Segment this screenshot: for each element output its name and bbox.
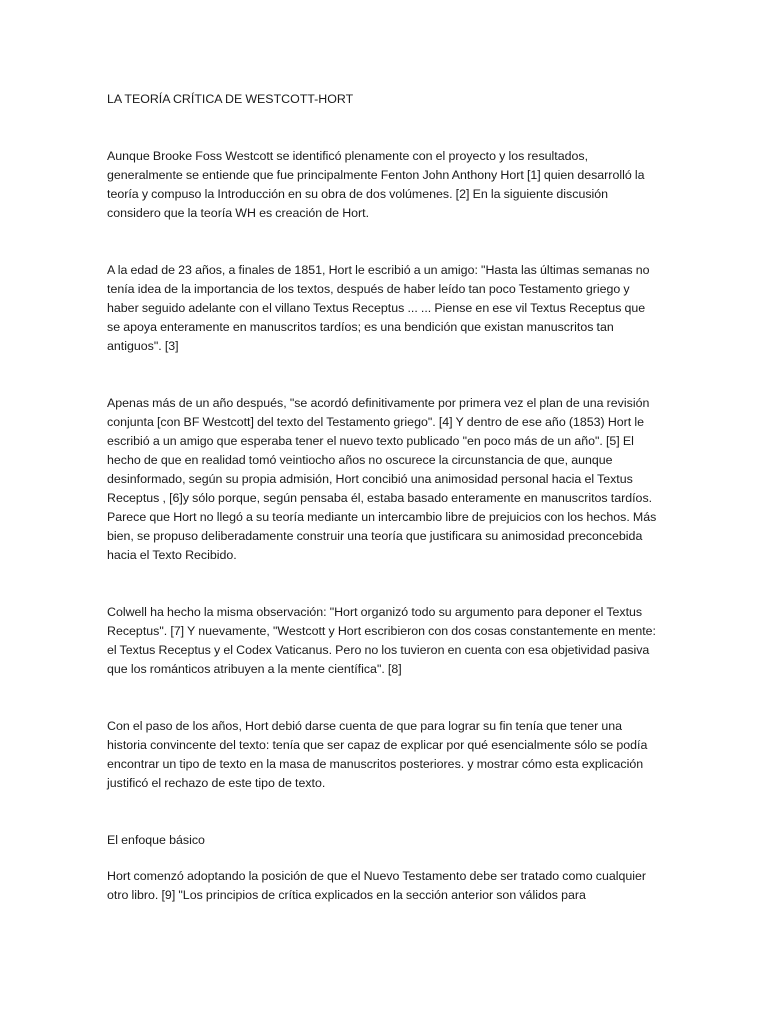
paragraph: Aunque Brooke Foss Westcott se identificó plenamente con el proyecto y los resultados, generalmente se entiende que fue principalmente Fenton John Anthony Hort [1] quien desarrolló la teoría y compuso la Introducción en su obra de dos volúmenes. [2] En la siguiente discusión considero que la teoría WH es creación de Hort. (107, 149, 645, 220)
document-title: LA TEORÍA CRÍTICA DE WESTCOTT-HORT (107, 92, 354, 106)
document-body (107, 90, 659, 922)
paragraph: Con el paso de los años, Hort debió darse cuenta de que para lograr su fin tenía que tener una historia convincente del texto: tenía que ser capaz de explicar por qué esencialmente sólo se podía encontrar un tipo de texto en la masa de manuscritos posteriores. y mostrar cómo esta explicación justificó el rechazo de este tipo de texto. (107, 719, 648, 790)
paragraph: Colwell ha hecho la misma observación: "Hort organizó todo su argumento para deponer el Textus Receptus". [7] Y nuevamente, "Westcott y Hort escribieron con dos cosas constantemente en mente: el Textus Receptus y el Codex Vaticanus. Pero no los tuvieron en cuenta con esa objetividad pasiva que los románticos atribuyen a la mente científica". [8] (107, 605, 657, 676)
paragraph: Apenas más de un año después, "se acordó definitivamente por primera vez el plan de una revisión conjunta [con BF Westcott] del texto del Testamento griego". [4] Y dentro de ese año (1853) Hort le escribió a un amigo que esperaba tener el nuevo texto publicado "en poco más de un año". [5] El hecho de que en realidad tomó veintiocho años no oscurece la circunstancia de que, aunque desinformado, según su propia admisión, Hort concibió una animosidad personal hacia el Textus Receptus , [6]y sólo porque, según pensaba él, estaba basado enteramente en manuscritos tardíos. Parece que Hort no llegó a su teoría mediante un intercambio libre de prejuicios con los hechos. Más bien, se propuso deliberadamente construir una teoría que justificara su animosidad preconcebida hacia el Texto Recibido. (107, 396, 657, 562)
paragraph: A la edad de 23 años, a finales de 1851, Hort le escribió a un amigo: "Hasta las últimas semanas no tenía idea de la importancia de los textos, después de haber leído tan poco Testamento griego y haber seguido adelante con el villano Textus Receptus ... ... Piense en ese vil Textus Receptus que se apoya enteramente en manuscritos tardíos; es una bendición que existan manuscritos tan antiguos". [3] (107, 263, 650, 353)
section-heading: El enfoque básico (107, 833, 205, 847)
section-paragraph: Hort comenzó adoptando la posición de que el Nuevo Testamento debe ser tratado como cualquier otro libro. [9] "Los principios de crítica explicados en la sección anterior son válidos para (107, 869, 647, 902)
